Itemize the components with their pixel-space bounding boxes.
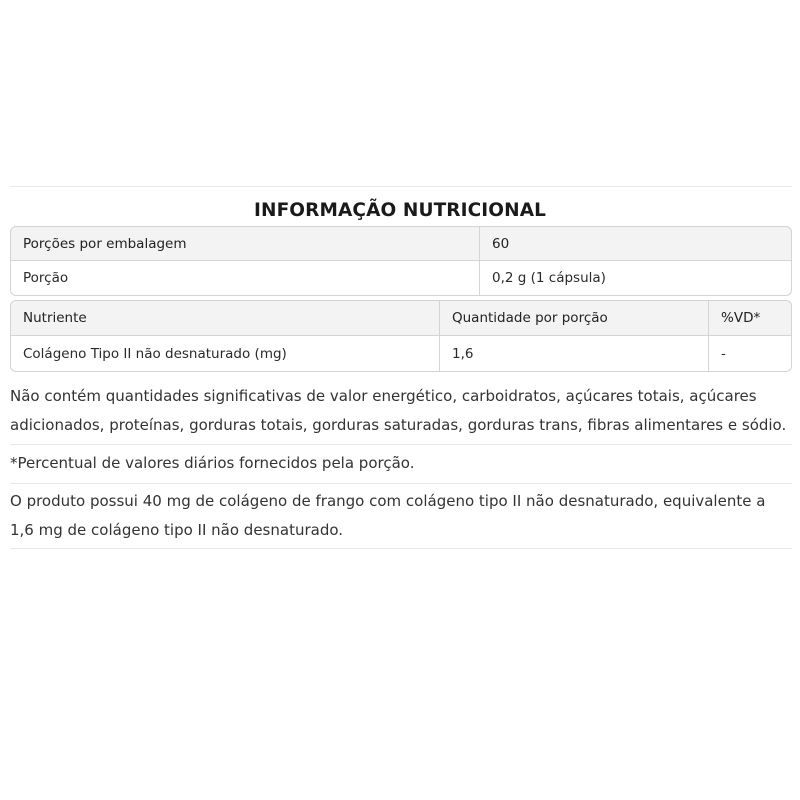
nutrient-table	[10, 300, 792, 372]
servings-per-package-label: Porções por embalagem	[10, 226, 480, 261]
nutrient-daily-value: -	[709, 336, 792, 372]
serving-size-label: Porção	[10, 261, 480, 296]
product-info-note: O produto possui 40 mg de colágeno de frango com colágeno tipo II não desnaturado, equivalente a 1,6 mg de colágeno tipo II não desnaturado.	[10, 492, 766, 539]
page-title: INFORMAÇÃO NUTRICIONAL	[254, 200, 546, 221]
divider	[10, 483, 792, 484]
servings-per-package-value: 60	[480, 226, 792, 261]
table-header-row	[10, 300, 792, 336]
serving-size-value: 0,2 g (1 cápsula)	[480, 261, 792, 296]
daily-value-footnote: *Percentual de valores diários fornecidos pela porção.	[10, 454, 415, 472]
divider	[10, 444, 792, 445]
divider	[10, 548, 792, 549]
daily-value-column-header: %VD*	[709, 300, 792, 336]
table-row	[10, 226, 792, 261]
nutrient-name: Colágeno Tipo II não desnaturado (mg)	[10, 336, 440, 372]
serving-table	[10, 226, 792, 296]
top-divider	[10, 186, 792, 187]
quantity-column-header: Quantidade por porção	[440, 300, 709, 336]
table-row	[10, 336, 792, 372]
not-significant-note: Não contém quantidades significativas de valor energético, carboidratos, açúcares totais, açúcares adicionados, proteínas, gorduras totais, gorduras saturadas, gorduras trans, fibras alimentares e sódio.	[10, 387, 787, 434]
table-row	[10, 261, 792, 296]
nutrient-quantity: 1,6	[440, 336, 709, 372]
nutrient-column-header: Nutriente	[10, 300, 440, 336]
